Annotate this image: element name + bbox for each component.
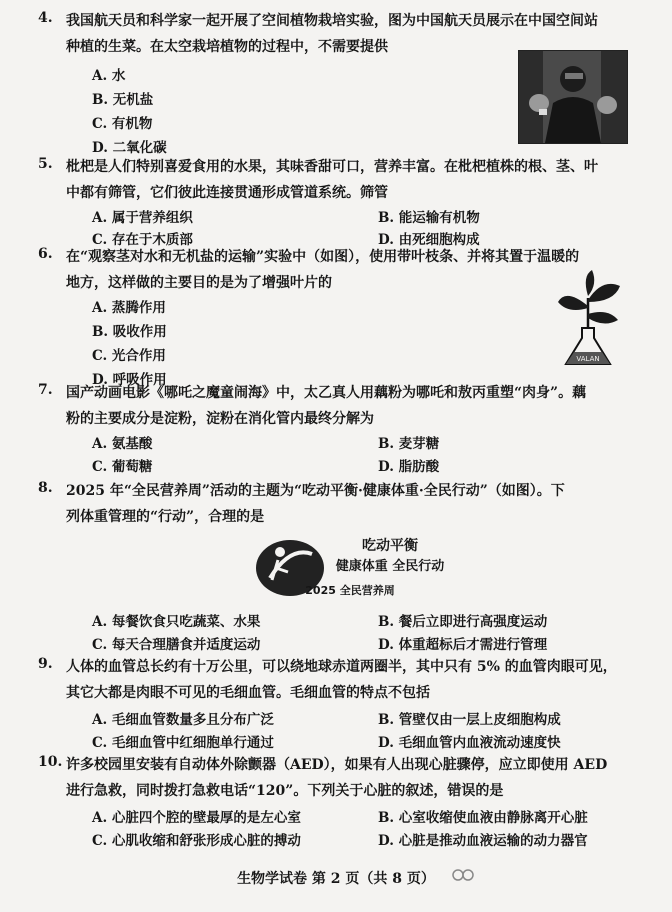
watermark-icon — [444, 863, 484, 885]
question-10-option-c[interactable]: C. 心肌收缩和舒张形成心脏的搏动 — [92, 833, 301, 849]
question-8-option-c[interactable]: C. 每天合理膳食并适度运动 — [92, 637, 261, 653]
question-9-option-a[interactable]: A. 毛细血管数量多且分布广泛 — [92, 712, 274, 728]
question-9-stem-line-2: 其它大都是肉眼不可见的毛细血管。毛细血管的特点不包括 — [66, 685, 430, 701]
plant-in-flask-figure — [548, 268, 628, 372]
page-footer: 生物学试卷 第 2 页（共 8 页） — [237, 871, 435, 887]
question-9-option-c[interactable]: C. 毛细血管中红细胞单行通过 — [92, 735, 274, 751]
question-5-option-b[interactable]: B. 能运输有机物 — [378, 210, 480, 226]
question-7-number: 7. — [38, 382, 53, 398]
question-8-number: 8. — [38, 480, 53, 496]
question-4-stem-line-1: 4. 我国航天员和科学家一起开展了空间植物栽培实验，图为中国航天员展示在中国空间站 — [38, 10, 598, 29]
question-4-option-a[interactable]: A. 水 — [92, 68, 126, 84]
question-6-option-d[interactable]: D. 呼吸作用 — [92, 372, 167, 388]
logo-line-1: 吃动平衡 — [362, 538, 418, 554]
question-8-option-b[interactable]: B. 餐后立即进行高强度运动 — [378, 614, 548, 630]
question-7-option-c[interactable]: C. 葡萄糖 — [92, 459, 153, 475]
question-4-option-d[interactable]: D. 二氧化碳 — [92, 140, 167, 156]
question-10-stem-line-1: 10. 许多校园里安装有自动体外除颤器（AED），如果有人出现心脏骤停，应立即使用 AED — [38, 754, 608, 773]
question-10-stem-line-2: 进行急救，同时拨打急救电话“120”。下列关于心脏的叙述，错误的是 — [66, 783, 504, 799]
question-9-number: 9. — [38, 656, 53, 672]
question-6-stem-line-2: 地方，这样做的主要目的是为了增强叶片的 — [66, 275, 332, 291]
question-8-option-d[interactable]: D. 体重超标后才需进行管理 — [378, 637, 548, 653]
question-7-option-a[interactable]: A. 氨基酸 — [92, 436, 153, 452]
question-7-stem-line-1: 7. 国产动画电影《哪吒之魔童闹海》中，太乙真人用藕粉为哪吒和敖丙重塑“肉身”。藕 — [38, 382, 587, 401]
logo-line-3: 2025 全民营养周 — [305, 584, 395, 597]
flask-label: VALAN — [576, 355, 600, 363]
question-10-option-a[interactable]: A. 心脏四个腔的壁最厚的是左心室 — [92, 810, 301, 826]
question-10-option-d[interactable]: D. 心脏是推动血液运输的动力器官 — [378, 833, 588, 849]
question-8-stem-line-2: 列体重管理的“行动”，合理的是 — [66, 509, 265, 525]
question-5-stem-line-2: 中都有筛管，它们彼此连接贯通形成管道系统。筛管 — [66, 185, 388, 201]
question-10-number: 10. — [38, 754, 63, 770]
question-4-option-c[interactable]: C. 有机物 — [92, 116, 153, 132]
question-5-option-c[interactable]: C. 存在于木质部 — [92, 232, 193, 248]
question-5-stem-line-1: 5. 枇杷是人们特别喜爱食用的水果，其味香甜可口，营养丰富。在枇杷植株的根、茎、叶 — [38, 156, 598, 175]
logo-line-2: 健康体重 全民行动 — [335, 559, 445, 574]
question-4-option-b[interactable]: B. 无机盐 — [92, 92, 154, 108]
question-5-number: 5. — [38, 156, 53, 172]
question-5-option-a[interactable]: A. 属于营养组织 — [92, 210, 193, 226]
nutrition-week-logo — [250, 532, 450, 604]
question-7-option-b[interactable]: B. 麦芽糖 — [378, 436, 440, 452]
question-4-number: 4. — [38, 10, 53, 26]
question-5-option-d[interactable]: D. 由死细胞构成 — [378, 232, 480, 248]
question-8-stem-line-1: 8. 2025 年“全民营养周”活动的主题为“吃动平衡·健康体重·全民行动”（如图）。下 — [38, 480, 565, 499]
question-4-stem-line-2: 种植的生菜。在太空栽培植物的过程中，不需要提供 — [66, 39, 388, 55]
question-9-option-b[interactable]: B. 管壁仅由一层上皮细胞构成 — [378, 712, 561, 728]
question-6-option-b[interactable]: B. 吸收作用 — [92, 324, 167, 340]
question-6-option-c[interactable]: C. 光合作用 — [92, 348, 166, 364]
question-7-stem-line-2: 粉的主要成分是淀粉，淀粉在消化管内最终分解为 — [66, 411, 374, 427]
question-9-stem-line-1: 9. 人体的血管总长约有十万公里，可以绕地球赤道两圈半，其中只有 5% 的血管肉眼可见， — [38, 656, 617, 675]
question-8-option-a[interactable]: A. 每餐饮食只吃蔬菜、水果 — [92, 614, 261, 630]
question-6-number: 6. — [38, 246, 53, 262]
question-6-stem-line-1: 6. 在“观察茎对水和无机盐的运输”实验中（如图），使用带叶枝条、并将其置于温暖的 — [38, 246, 580, 265]
question-9-option-d[interactable]: D. 毛细血管内血液流动速度快 — [378, 735, 561, 751]
question-7-option-d[interactable]: D. 脂肪酸 — [378, 459, 440, 475]
question-6-option-a[interactable]: A. 蒸腾作用 — [92, 300, 166, 316]
astronaut-photo — [518, 50, 628, 144]
question-10-option-b[interactable]: B. 心室收缩使血液由静脉离开心脏 — [378, 810, 588, 826]
